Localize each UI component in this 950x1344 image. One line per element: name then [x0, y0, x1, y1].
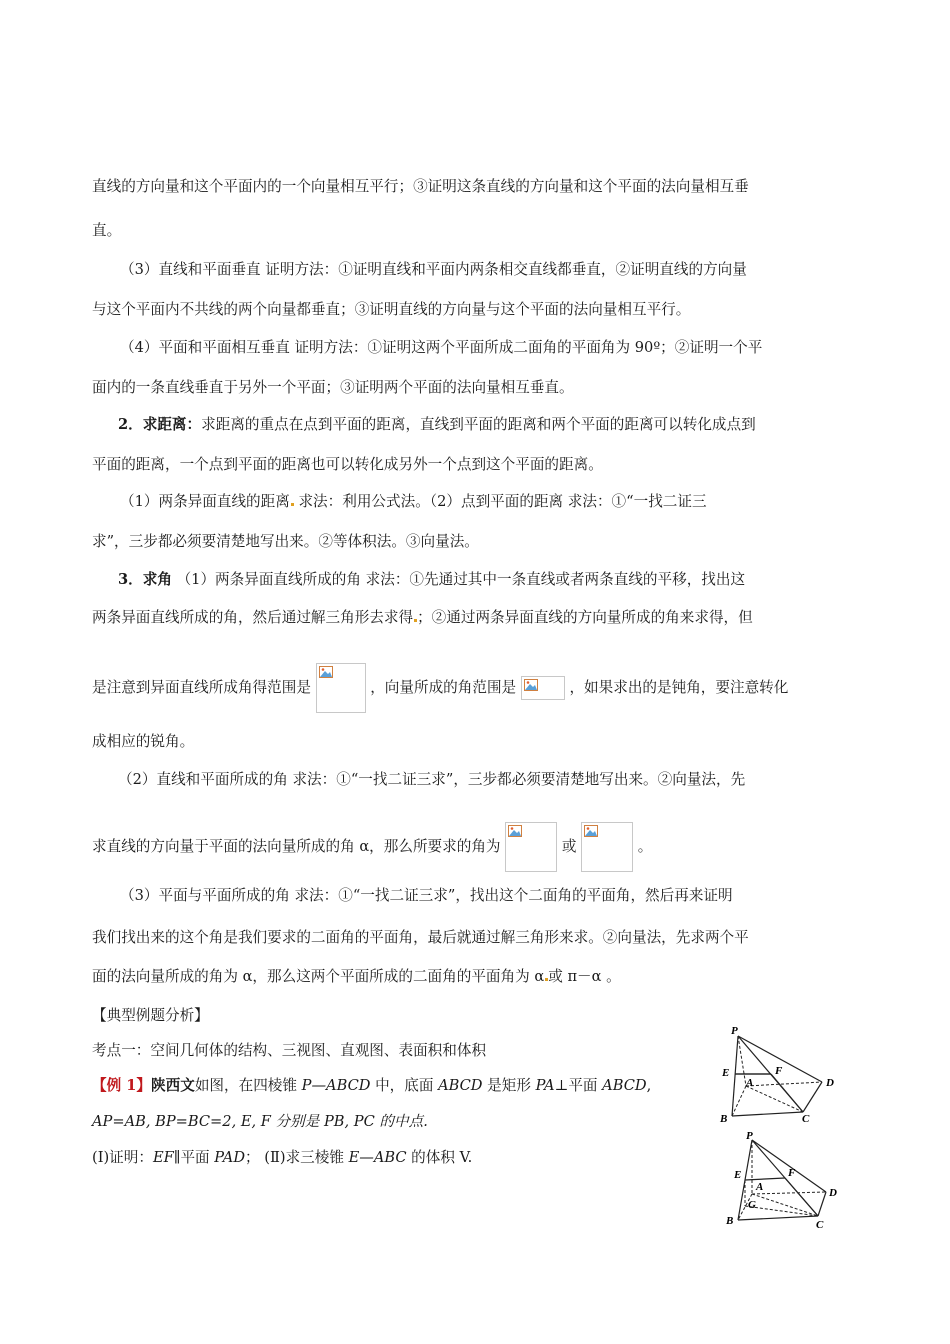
section-2-line-2: 平面的距离，一个点到平面的距离也可以转化成另外一个点到这个平面的距离。 — [92, 456, 603, 473]
section-2-line-1: 2．求距离：求距离的重点在点到平面的距离，直线到平面的距离和两个平面的距离可以转化成点到 — [118, 416, 756, 433]
fig2-label-A: A — [756, 1181, 764, 1193]
pyramid-figure-2 — [718, 1132, 848, 1232]
fig2-label-B: B — [726, 1215, 734, 1227]
section-3-line-2: 两条异面直线所成的角，然后通过解三角形去求得 ；②通过两条异面直线的方向量所成的角来求得，但 — [92, 609, 753, 626]
fig2-label-E: E — [734, 1169, 742, 1181]
paragraph-1-line-1: 直线的方向量和这个平面内的一个向量相互平行；③证明这条直线的方向量和这个平面的法向量相互垂 — [92, 178, 749, 195]
section-2-line-3: （1）两条异面直线的距离 求法：利用公式法。（2）点到平面的距离 求法：①“一找二证三 — [120, 493, 707, 510]
broken-image-icon — [316, 663, 366, 713]
paragraph-4-line-2: 面内的一条直线垂直于另外一个平面；③证明两个平面的法向量相互垂直。 — [92, 379, 574, 396]
section-3-line-7: （3）平面与平面所成的角 求法：①“一找二证三求”，找出这个二面角的平面角，然后再来证明 — [120, 887, 733, 904]
fig1-label-A: A — [746, 1077, 754, 1089]
fig1-label-C: C — [802, 1113, 810, 1124]
fig2-label-C: C — [816, 1219, 824, 1231]
section-2-heading: 2．求距离： — [118, 416, 202, 433]
fig2-label-F: F — [788, 1167, 796, 1179]
example-1-line-2: AP=AB, BP=BC=2, E, F 分别是 PB, PC 的中点. — [92, 1113, 428, 1130]
example-label: 【例 1】 — [92, 1077, 152, 1094]
examples-heading: 【典型例题分析】 — [92, 1007, 209, 1024]
fig2-label-P: P — [746, 1132, 753, 1142]
fig1-label-B: B — [720, 1113, 728, 1124]
examples-topic: 考点一：空间几何体的结构、三视图、直观图、表面积和体积 — [92, 1042, 487, 1059]
section-3-line-8: 我们找出来的这个角是我们要求的二面角的平面角，最后就通过解三角形来求。②向量法，先求两个平 — [92, 929, 749, 946]
fig1-label-P: P — [731, 1025, 738, 1037]
fig1-label-E: E — [722, 1067, 730, 1079]
pyramid-figure-1 — [718, 1024, 848, 1124]
section-2-line-4: 求”，三步都必须要清楚地写出来。②等体积法。③向量法。 — [92, 533, 479, 550]
section-3-line-4: 成相应的锐角。 — [92, 733, 195, 750]
broken-image-icon — [581, 822, 633, 872]
section-3-line-3: 是注意到异面直线所成角得范围是 ，向量所成的角范围是 ，如果求出的是钝角，要注意转化 — [92, 663, 788, 713]
section-3-line-1: 3．求角 （1）两条异面直线所成的角 求法：①先通过其中一条直线或者两条直线的平移，找出这 — [118, 571, 746, 588]
paragraph-1-line-2: 直。 — [92, 222, 122, 239]
broken-image-icon — [505, 822, 557, 872]
section-3-heading: 3．求角 — [118, 571, 172, 588]
broken-image-icon — [521, 676, 565, 700]
fig1-label-D: D — [826, 1077, 834, 1089]
paragraph-3-line-1: （3）直线和平面垂直 证明方法：①证明直线和平面内两条相交直线都垂直，②证明直线的方向量 — [120, 261, 747, 278]
paragraph-4-line-1: （4）平面和平面相互垂直 证明方法：①证明这两个平面所成二面角的平面角为 90º；②证明一个平 — [120, 339, 763, 356]
example-1-line-1: 【例 1】陕西文如图，在四棱锥 P—ABCD 中，底面 ABCD 是矩形 PA⊥平面 ABCD, — [92, 1077, 652, 1094]
paragraph-3-line-2: 与这个平面内不共线的两个向量都垂直；③证明直线的方向量与这个平面的法向量相互平行。 — [92, 301, 691, 318]
fig1-label-F: F — [775, 1065, 783, 1077]
example-1-line-3: (Ⅰ)证明：EF∥平面 PAD； (Ⅱ)求三棱锥 E—ABC 的体积 V. — [92, 1149, 473, 1166]
section-3-line-5: （2）直线和平面所成的角 求法：①“一找二证三求”，三步都必须要清楚地写出来。②向量法，先 — [118, 771, 746, 788]
section-3-line-6: 求直线的方向量于平面的法向量所成的角 α，那么所要求的角为 或 。 — [92, 822, 652, 872]
section-3-line-9: 面的法向量所成的角为 α，那么这两个平面所成的二面角的平面角为 α 或 π－α 。 — [92, 968, 621, 985]
fig2-label-G: G — [748, 1199, 756, 1211]
fig2-label-D: D — [829, 1187, 837, 1199]
